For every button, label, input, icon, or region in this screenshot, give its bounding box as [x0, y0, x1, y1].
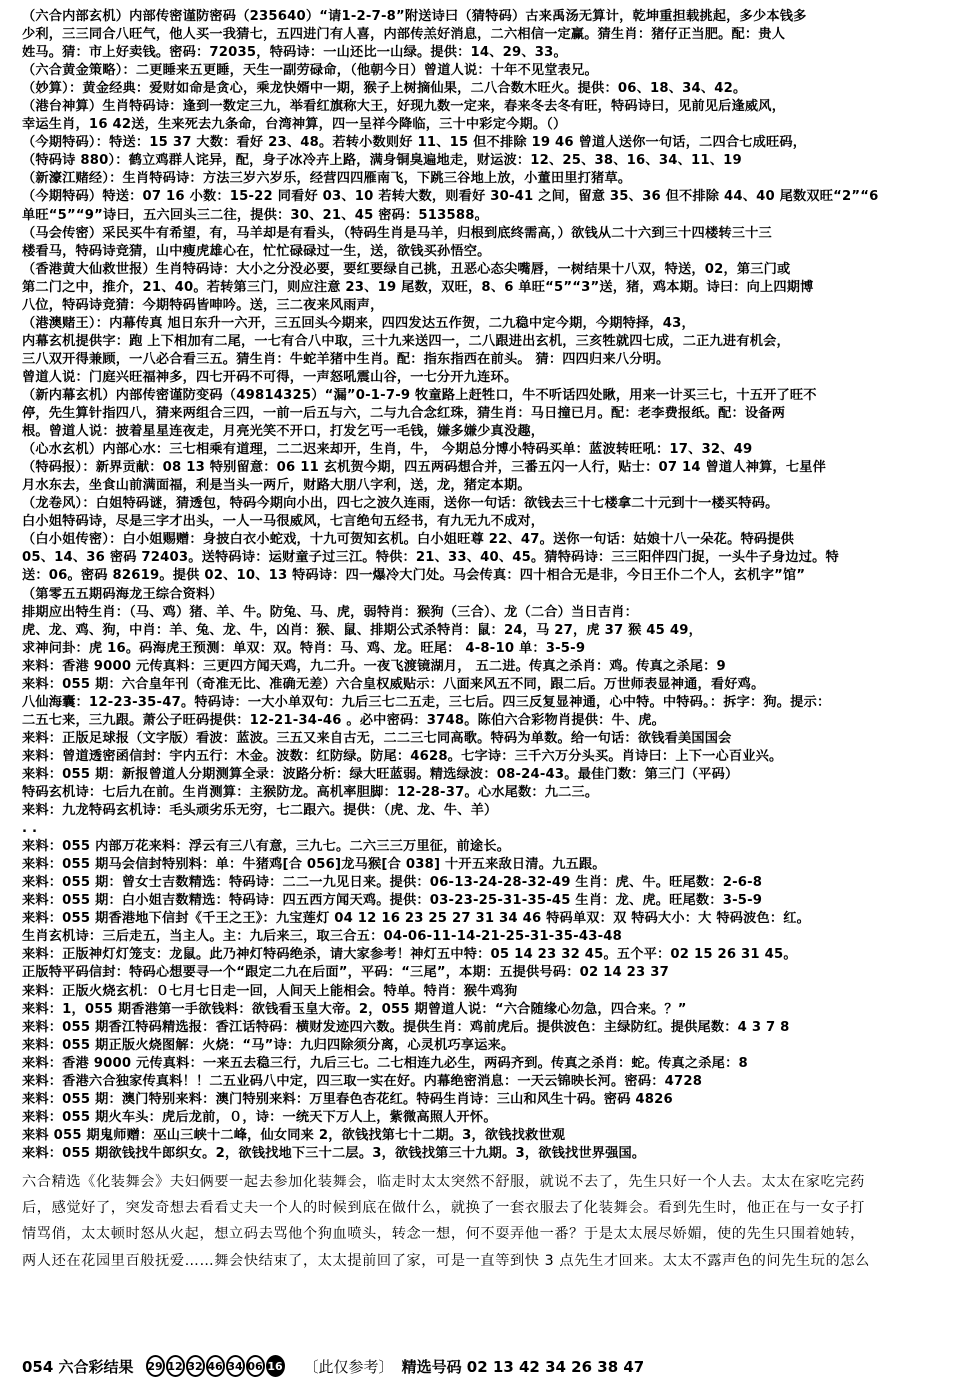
text-line: （新内幕玄机）内部传密谨防变码（49814325）“漏”0-1-7-9 牧童路上赶牲口，牛不听话四处瞅，用来一计买三七，十五开了旺不	[22, 387, 817, 403]
text-line: （新濠江赌经）：生肖特码诗：方法三岁六岁乐，经营四四雁南飞，下跳三谷地上放，小董田里打猪草。	[22, 171, 632, 187]
text-line: 内幕玄机提供字：跑 上下相加有二尾，一七有合八中取，三十九来送四一，二八跟进出玄机，三亥牲就四七成，二正九进有机会，	[22, 333, 790, 349]
text-line: （香港黄大仙救世报）生肖特码诗：大小之分没必要，要红要绿自己挑，丑恶心态尖嘴唇，一树结果十八双，特送，02，第三门或	[22, 261, 791, 277]
text-line: 05、14、36 密码 72403。送特码诗：运财童子过三江。特供：21、33、40、45。猜特码诗：三三阳伴四门捉，一头牛子身边过。特	[22, 550, 839, 566]
text-line: （今期特码）特送：07 16 小数：15-22 同看好 03、10 若转大数，则看好 30-41 之间，留意 35、36 但不排除 44、40 尾数双旺“2”“6	[22, 189, 879, 205]
text-line: （妙算）：黄金经典：爱财如命是贪心，乘龙快婿中一期，猴子上树摘仙果，二八合数木旺火。提供：06、18、34、42。	[22, 81, 747, 97]
text-line: 来料：曾道透密函信封：宇内五行：木金。波数：红防绿。防尾：4628。七字诗：三千六万分头买。肖诗曰：上下一心百业兴。	[22, 748, 783, 764]
text-line: 来料：055 期：曾女士吉数精选：特码诗：二二一九见日来。提供：06-13-24-28-32-49 生肖：虎、牛。旺尾数：2-6-8	[22, 875, 763, 891]
text-line: 正版特平码信封：特码心想要寻一个“跟定二九在后面”，平码：“三尾”，本期：五提供号码：02 14 23 37	[22, 965, 669, 981]
result-ball: 32	[186, 1355, 205, 1377]
text-line: 来料：055 内部万花来料：浮云有三八有意，三九七。二六三三万里征，前途长。	[22, 839, 511, 855]
text-line: 来料：055 期：澳门特别来料：澳门特别来料：万里春色杏花红。特码生肖诗：三山和风生十码。密码 4826	[22, 1091, 673, 1107]
result-ball: 12	[166, 1355, 185, 1377]
text-line: . .	[22, 821, 38, 837]
text-line: （六合黄金策略）：二更睡来五更睡，天生一副劳碌命，（他朝今日）曾道人说：十年不见堂表兄。	[22, 63, 598, 79]
text-line: （今期特码）：特送：15 37 大数：看好 23、48。若转小数则好 11、15 但不排除 19 46 曾道人送你一句话，二四合七成旺码，	[22, 135, 807, 151]
text-line: 白小姐特码诗，尽是三字才出头，一人一马很威风，七言绝句五经书，有九无九不成对，	[22, 514, 545, 530]
text-line: 来料：055 期：新报曾道人分期测算全录：波路分析：绿大旺蓝弱。精选绿波：08-24-43。最佳门数：第三门（平码）	[22, 766, 739, 782]
text-line: （龙卷风）：白姐特码谜，猜透包，特码今期向小出，四七之波久连雨，送你一句话：欲钱去三十七楼拿二十元到十一楼买特码。	[22, 496, 779, 512]
text-line: 求神问卦：虎 16。码海虎王预测：单双：双。特肖：马、鸡、龙。旺尾： 4-8-10 单：3-5-9	[22, 640, 586, 656]
result-ball: 16	[266, 1355, 285, 1377]
text-line: 来料：正版足球报（文字版）看波：蓝波。三五又来自古无，二二三七同高歌。特码为单数。给一句话：欲钱看美国国会	[22, 730, 732, 746]
text-line: 三八双开得兼顾，一八必合看三五。猜生肖：牛蛇羊猪中生肖。配：指东指西在前头。 猜：四四归来八分明。	[22, 351, 670, 367]
text-line: 特码玄机诗：七后九在前。生肖测算：主猴防龙。高机率胆脚：12-28-37。心水尾数：九二三。	[22, 785, 599, 801]
story-line: 两人还在花园里百般抚爱……舞会快结束了，太太提前回了家，可是一直等到快 3 点先生才回来。太太不露声色的问先生玩的怎么	[22, 1252, 870, 1269]
selected-numbers: 精选号码 02 13 42 34 26 38 47	[401, 1357, 645, 1376]
text-line: 根。曾道人说：披着星星连夜走，月亮光笑不开口，打发乞丐一毛钱，嫌多嫌少真没趣，	[22, 424, 545, 440]
text-line: 来料：正版神灯灯笼支：龙鼠。此乃神灯特码绝杀，请大家参考！神灯五中特：05 14 23 32 45。五个平：02 15 26 31 45。	[22, 947, 797, 963]
results-title: 054 六合彩结果	[22, 1357, 134, 1376]
text-line: 来料：1，055 期香港第一手欲钱料：欲钱看玉皇大帝。2，055 期曾道人说：“六合随缘心勿急，四合来。？”	[22, 1001, 687, 1017]
text-line: 来料：055 期：六合皇年刊（奇准无比、准确无差）六合皇权威贴示：八面来风五不同，跟二后。万世师表显神通，看好鸡。	[22, 676, 765, 692]
text-line: 来料：055 期香江特码精选报：香江话特码：横财发迹四六数。提供生肖：鸡前虎后。提供波色：主绿防红。提供尾数：4 3 7 8	[22, 1019, 790, 1035]
story-line: 后，感觉好了，突发奇想去看看丈夫一个人的时候到底在做什么，就换了一套衣服去了化装舞会。看到先生时，他正在与一女子打	[22, 1200, 865, 1217]
result-ball: 46	[206, 1355, 225, 1377]
text-line: 来料：055 期马会信封特别料：单：牛猪鸡[合 056]龙马猴[合 038] 十开五来敌日清。九五跟。	[22, 857, 606, 873]
text-line: 楼看马，特码诗竞猜，山中瘦虎雄心在，忙忙碌碌过一生，送，欲钱买孙悟空。	[22, 243, 491, 259]
text-line: 姓马。猜：市上好卖钱。密码：72035，特码诗：一山还比一山绿。提供：14、29、33。	[22, 45, 567, 61]
text-line: 来料：香港六合独家传真料！！二五业码八中定，四三取一实在好。内幕绝密消息：一天云锦映长河。密码：4728	[22, 1073, 703, 1089]
text-line: （港澳赌王）：内幕传真 旭日东升一六开，三五回头今期来，四四发达五作贺，二九稳中定今期，今期特择，43，	[22, 315, 695, 331]
results-footer	[22, 1352, 952, 1380]
text-line: （特码诗 880）：鹤立鸡群人诧异，配，身子冰冷卉上路，满身铜臭遍地走，财运波：12、25、38、16、34、11、19	[22, 153, 742, 169]
text-line: 单旺“5”“9”诗曰，五六回头三二往，提供：30、21、45 密码：513588。	[22, 207, 489, 223]
text-line: 生肖玄机诗：三后走五，当主人。主：九后来三，取三合五：04-06-11-14-21-25-31-35-43-48	[22, 929, 623, 945]
reference-note: 〔此仅参考〕	[303, 1357, 394, 1376]
text-line: （白小姐传密）：白小姐赐赠：身披白衣小蛇戏，十九可贺知玄机。白小姐旺尊 22、47。送你一句话：姑娘十八一朵花。特码提供	[22, 532, 795, 548]
text-line: 八仙海囊：12-23-35-47。特码诗：一大小单双句：九后三七二五走，三七后。四三反复显神通，心中特。中特码。：拆字：狗。提示：	[22, 694, 831, 710]
text-line: （六合内部玄机）内部传密谨防密码（235640）“请1-2-7-8”附送诗曰（猜特码）古来禹汤无算计，乾坤重担载挑起，多少本钱多	[22, 9, 807, 24]
result-ball: 29	[146, 1355, 165, 1377]
story-line: 情骂俏，太太顿时怒从火起，想立码去骂他个狗血喷头，转念一想，何不耍弄他一番？于是太太展尽娇媚，使的先生只围着她转，	[22, 1226, 865, 1243]
text-line: 来料：九龙特码玄机诗：毛头顽劣乐无穷，七二跟六。提供：（虎、龙、牛、羊）	[22, 803, 498, 819]
text-line: 幸运生肖，16 42送，生来死去九条命，台湾神算，四一呈祥今降临，三十中彩定今期。（）	[22, 117, 567, 133]
result-balls	[146, 1355, 286, 1377]
text-line: 月水东去，坐食山前满面福，利是当头一两斤，财路大朋八字利，送，龙，猪定本期。	[22, 478, 531, 494]
text-line: （心水玄机）内部心水：三七相乘有道理，二二迟来却开，生肖，牛， 今期总分博小特码买单：蓝波转旺吼：17、32、49	[22, 442, 753, 458]
text-line: （第零五五期码海龙王综合资料）	[22, 586, 223, 602]
text-line: 来料：055 期正版火烧图解：火烧：“马”诗：九归四除须分离，心灵机巧享运来。	[22, 1037, 515, 1053]
text-line: 少利，三三同合八旺气，他人买一我猜七，五四进门有人喜，内部传羔好消息，二六相信一定赢。猜生肖：猪仔正当肥。配：贵人	[22, 27, 786, 43]
text-line: 来料：055 期：白小姐吉数精选：特码诗：四五西方闻天鸡。提供：03-23-25-31-35-45 生肖：龙、虎。旺尾数：3-5-9	[22, 893, 763, 909]
text-line: 来料：正版火烧玄机：０七月七日走一回，人间天上能相会。特单。特肖：猴牛鸡狗	[22, 983, 518, 999]
result-ball: 34	[226, 1355, 245, 1377]
text-line: 停，先生算针指四八，猜来两组合三四，一前一后五与六，二与九合念红珠，猜生肖：马日撞已月。配：老李费报纸。配：设备两	[22, 406, 786, 422]
text-line: 八位，特码诗竞猜：今期特码皆呻吟。送，三二夜来风雨声，	[22, 297, 384, 313]
text-line: 来料：香港 9000 元传真料：三更四方闻天鸡，九二升。一夜飞渡镜湖月， 五二进。传真之杀肖：鸡。传真之杀尾：9	[22, 658, 726, 674]
result-ball: 06	[246, 1355, 265, 1377]
text-line: （港台神算）生肖特码诗：逢到一数定三九，举看红旗称大王，好现九数一定来，春来冬去冬有旺，特码诗曰，见前见后逢威风，	[22, 99, 786, 115]
text-line: 虎、龙、鸡、狗，中肖：羊、兔、龙、牛，凶肖：猴、鼠、排期公式杀特肖：鼠：24，马 27，虎 37 猴 45 49，	[22, 622, 702, 638]
text-line: 来料：055 期香港地下信封《千王之王》：九宝莲灯 04 12 16 23 25 27 31 34 46 特码单双：双 特码大小：大 特码波色：红。	[22, 911, 811, 927]
text-line: 曾道人说：门庭兴旺福神多，四七开码不可得，一声怒吼震山谷，一七分开九连环。	[22, 369, 518, 385]
text-line: （马会传密）采民买牛有希望，有，马羊却是有看头，（特码生肖是马羊，归根到底终需高，）欲钱从二十六到三十四楼转三十三	[22, 225, 772, 241]
text-line: 来料：055 期欲钱找牛郎织女。2，欲钱找地下三十二层。3，欲钱找第三十九期。3，欲钱找世界强国。	[22, 1145, 646, 1161]
text-line: 来料：香港 9000 元传真料：一来五去稳三行，九后三七。二七相连九必生，两码齐到。传真之杀肖：蛇。传真之杀尾：8	[22, 1055, 748, 1071]
text-line: 送：06。密码 82619。提供 02、10、13 特码诗：四一爆冷大门处。马会传真：四十相合无是非，今日王仆二个人，玄机字”馆”	[22, 568, 806, 584]
text-line: 第二门之中，推介，21、40。若转第三门，则应注意 23、19 尾数，双旺，8、6 单旺“5”“3”送，猪，鸡本期。诗曰：向上四期博	[22, 279, 814, 295]
text-line: （特码报）：新界贡献：08 13 特别留意：06 11 玄机贺今期，四五两码想合并，三番五闪一人行，贴士：07 14 曾道人神算，七星伴	[22, 460, 827, 476]
text-line: 来料：055 期火车头：虎后龙前，０，诗：一统天下万人上，紫微高照人开怀。	[22, 1109, 497, 1125]
text-line: 排期应出特生肖：（马、鸡）猪、羊、牛。防兔、马、虎，弱特肖：猴狗（三合）、龙（二合）当日吉肖：	[22, 604, 639, 620]
text-line: 来料 055 期鬼师赠：巫山三峡十二峰，仙女同来 2，欲钱找第七十二期。3，欲钱找救世观	[22, 1127, 566, 1143]
text-body	[22, 8, 952, 1163]
newspaper-page	[22, 8, 952, 1274]
text-line: 二五七来，三九跟。萧公子旺码提供：12-21-34-46 。必中密码：3748。陈伯六合彩物肖提供：牛、虎。	[22, 712, 666, 728]
story-section	[22, 1169, 952, 1274]
story-line: 六合精选《化装舞会》夫妇俩要一起去参加化装舞会，临走时太太突然不舒服，就说不去了，先生只好一个人去。太太在家吃完药	[22, 1174, 865, 1190]
